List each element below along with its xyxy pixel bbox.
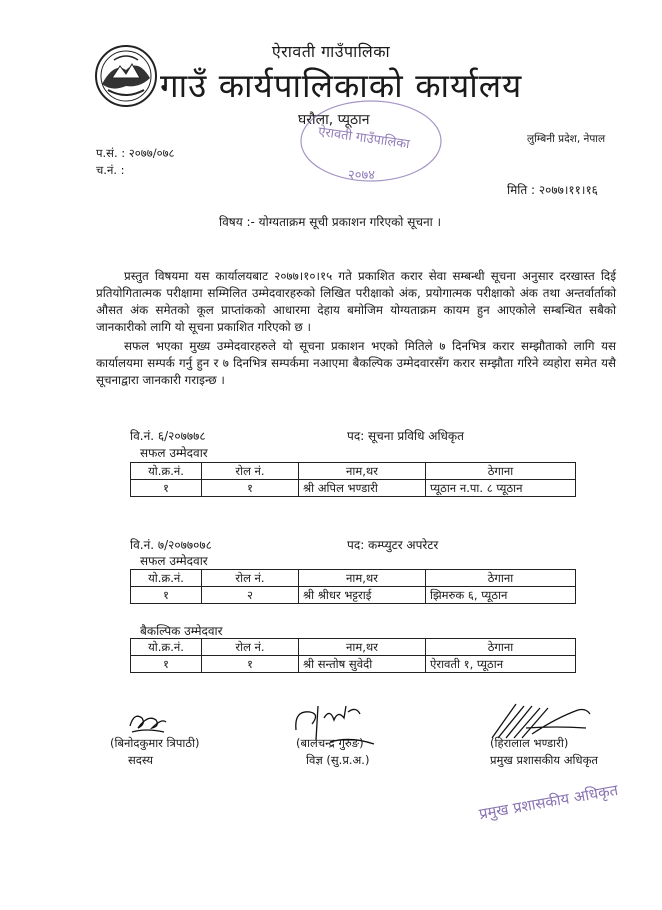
header-rank: यो.क्र.नं. — [131, 570, 202, 587]
stamp-year: २०७४ — [348, 168, 376, 183]
section2-success-label: सफल उम्मेदवार — [140, 554, 208, 568]
municipality-name: ऐरावती गाउँपालिका — [271, 42, 391, 61]
header-roll: रोल नं. — [202, 639, 299, 656]
section1-success-label: सफल उम्मेदवार — [140, 446, 208, 460]
table-row — [131, 480, 576, 497]
cell-address: ऐरावती १, प्यूठान — [426, 656, 576, 673]
office-address: घरौला, प्यूठान — [298, 112, 370, 128]
section2-post: पद: कम्प्युटर अपरेटर — [347, 538, 439, 552]
header-rank: यो.क्र.नं. — [131, 639, 202, 656]
table-row — [131, 587, 576, 604]
cell-address: झिमरुक ६, प्यूठान — [426, 587, 576, 604]
header-address: ठेगाना — [426, 463, 576, 480]
cell-name: श्री अपिल भण्डारी — [299, 480, 426, 497]
table-row — [131, 656, 576, 673]
header-roll: रोल नं. — [202, 570, 299, 587]
cell-roll: १ — [202, 656, 299, 673]
signature-3-name: (हिरालाल भण्डारी) — [490, 736, 569, 750]
subject-line: विषय :- योग्यताक्रम सूची प्रकाशन गरिएको सूचना । — [219, 215, 442, 229]
signature-1-scribble — [126, 708, 170, 738]
body-paragraph-1 — [96, 268, 616, 336]
section2-alt-label: बैकल्पिक उम्मेदवार — [140, 624, 223, 638]
office-title: गाउँ कार्यपालिकाको कार्यालय — [160, 66, 523, 105]
header-address: ठेगाना — [426, 639, 576, 656]
cell-rank: १ — [131, 587, 202, 604]
header-name: नाम,थर — [299, 639, 426, 656]
signature-1-role: सदस्य — [128, 753, 154, 767]
cell-name: श्री श्रीधर भट्टराई — [299, 587, 426, 604]
header-roll: रोल नं. — [202, 463, 299, 480]
letter-date: मिति : २०७७।११।१६ — [507, 183, 598, 197]
body-paragraph-1-text: प्रस्तुत विषयमा यस कार्यालयबाट २०७७।१०।१५ गते प्रकाशित करार सेवा सम्बन्धी सूचना अनुसार दरखास्त दिई प्रतियोगितात्मक परीक्षामा सम्मिलित उम्मेदवारहरुको लिखित परीक्षाको अंक, प्रयोगात्मक परीक्षाको अंक तथा अन्तर्वार्ताको औसत अंक समेतको कूल प्राप्तांकको आधारमा देहाय बमोजिम योग्यताक्रम कायम हुन आएकोले सम्बन्धित सबैको जानकारीको लागि यो सूचना प्रकाशित गरिएको छ । — [96, 269, 616, 334]
signature-2-name: (बालचन्द्र गुरुङ) — [296, 736, 364, 750]
chalani-number: च.नं. : — [96, 163, 125, 177]
cell-roll: १ — [202, 480, 299, 497]
cell-name: श्री सन्तोष सुवेदी — [299, 656, 426, 673]
header-rank: यो.क्र.नं. — [131, 463, 202, 480]
header-address: ठेगाना — [426, 570, 576, 587]
stamp-text: ऐरावती गाउँपालिका — [317, 124, 411, 153]
body-paragraph-2 — [96, 338, 616, 389]
section2-alt-table — [130, 638, 576, 673]
section2-adv-no: वि.नं. ७/२०७७०७८ — [130, 538, 212, 552]
header-name: नाम,थर — [299, 570, 426, 587]
section1-adv-no: वि.नं. ६/२०७७७८ — [130, 429, 206, 443]
table-header-row — [131, 570, 576, 587]
cell-roll: २ — [202, 587, 299, 604]
patra-sankhya: प.सं. : २०७७/०७८ — [96, 146, 175, 160]
section1-success-table — [130, 462, 576, 497]
table-header-row — [131, 463, 576, 480]
table-header-row — [131, 639, 576, 656]
section1-post: पद: सूचना प्रविधि अधिकृत — [347, 429, 464, 443]
signature-3-role: प्रमुख प्रशासकीय अधिकृत — [490, 753, 598, 767]
signature-2-role: विज्ञ (सु.प्र.अ.) — [306, 753, 370, 767]
signature-1-name: (बिनोदकुमार त्रिपाठी) — [110, 736, 200, 750]
cell-address: प्यूठान न.पा. ८ प्यूठान — [426, 480, 576, 497]
body-paragraph-2-text: सफल भएका मुख्य उम्मेदवारहरुले यो सूचना प्रकाशन भएको मितिले ७ दिनभित्र करार सम्झौताको लागि यस कार्यालयमा सम्पर्क गर्नु हुन र ७ दिनभित्र सम्पर्कमा नआएमा बैकल्पिक उम्मेदवारसँग करार सम्झौता गरिने व्यहोरा समेत यसै सूचनाद्वारा जानकारी गराइन्छ । — [96, 339, 616, 387]
header-name: नाम,थर — [299, 463, 426, 480]
cell-rank: १ — [131, 656, 202, 673]
official-stamp-text: प्रमुख प्रशासकीय अधिकृत — [477, 780, 620, 824]
province-label: लुम्बिनी प्रदेश, नेपाल — [527, 133, 606, 145]
cell-rank: १ — [131, 480, 202, 497]
section2-success-table — [130, 569, 576, 604]
